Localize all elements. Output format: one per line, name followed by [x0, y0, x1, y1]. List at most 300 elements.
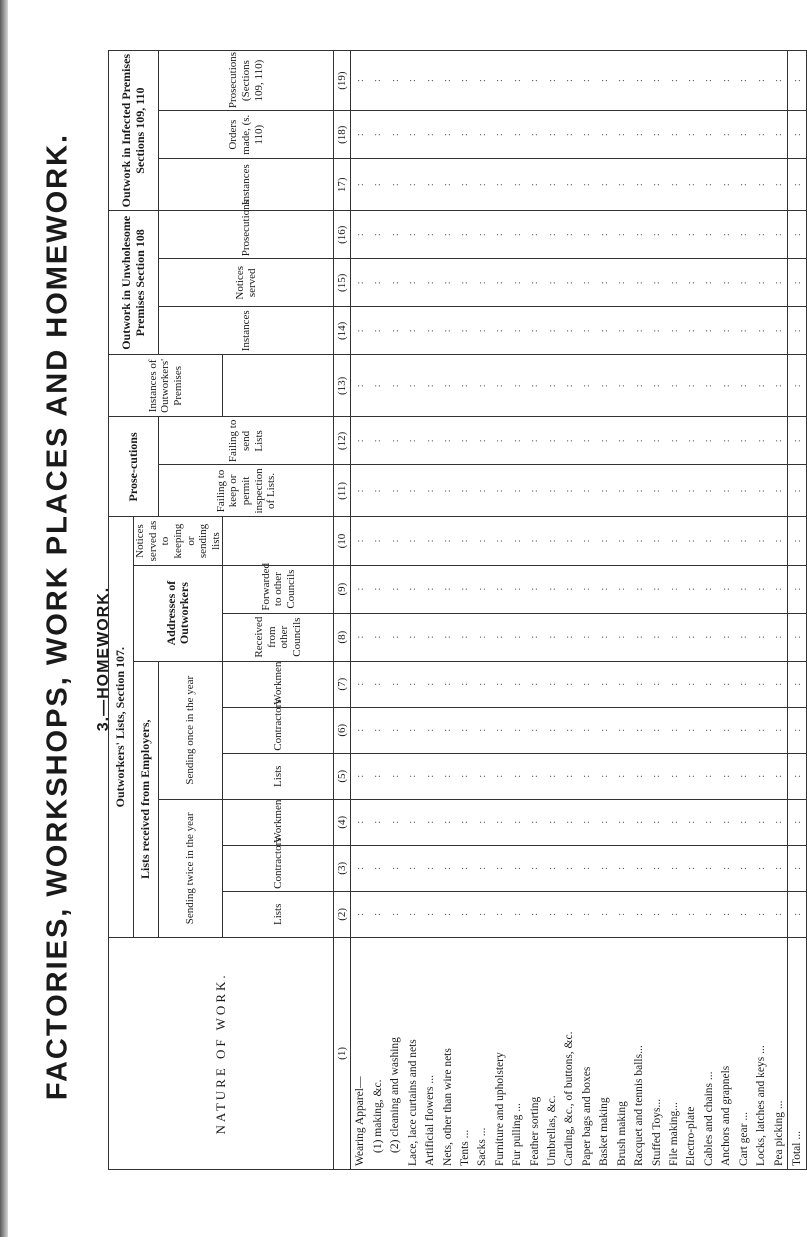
empty-cell-dots: :: [752, 661, 769, 707]
empty-cell-dots: :: [683, 891, 700, 937]
empty-cell-dots: :: [648, 51, 665, 111]
empty-cell-dots: :: [474, 465, 491, 517]
empty-cell-dots: :: [700, 613, 717, 661]
empty-cell-dots: :: [578, 259, 595, 307]
empty-cell-dots: :: [665, 799, 682, 845]
empty-cell-dots: :: [543, 159, 560, 211]
empty-cell-dots: :: [578, 845, 595, 891]
empty-cell-dots: :: [770, 753, 788, 799]
empty-cell-dots: :: [648, 661, 665, 707]
empty-cell-dots: :: [700, 661, 717, 707]
empty-cell-dots: :: [404, 613, 421, 661]
empty-cell-dots: :: [630, 707, 647, 753]
empty-cell-dots: :: [439, 259, 456, 307]
empty-cell-dots: :: [578, 565, 595, 613]
empty-cell-dots: :: [509, 891, 526, 937]
empty-cell-dots: :: [439, 661, 456, 707]
empty-cell-dots: :: [421, 707, 438, 753]
empty-cell-dots: :: [613, 799, 630, 845]
empty-cell-dots: :: [578, 517, 595, 565]
col8-header: Received from other Councils: [223, 613, 334, 661]
empty-cell-dots: :: [526, 159, 543, 211]
empty-cell-dots: :: [351, 465, 369, 517]
empty-cell-dots: :: [665, 517, 682, 565]
empty-cell-dots: :: [404, 891, 421, 937]
empty-cell-dots: :: [683, 159, 700, 211]
empty-cell-dots: :: [770, 307, 788, 355]
empty-cell-dots: :: [561, 799, 578, 845]
empty-cell-dots: :: [474, 613, 491, 661]
empty-cell-dots: :: [578, 799, 595, 845]
empty-cell-dots: :: [718, 111, 735, 159]
table-row: [700, 51, 717, 1170]
empty-cell-dots: :: [543, 753, 560, 799]
empty-cell-dots: :: [351, 211, 369, 259]
empty-cell-dots: :: [683, 845, 700, 891]
empty-cell-dots: :: [596, 307, 613, 355]
empty-cell-dots: :: [788, 661, 807, 707]
empty-cell-dots: :: [491, 355, 508, 417]
empty-cell-dots: :: [630, 799, 647, 845]
empty-cell-dots: :: [351, 517, 369, 565]
empty-cell-dots: :: [404, 465, 421, 517]
empty-cell-dots: :: [613, 259, 630, 307]
empty-cell-dots: :: [369, 517, 386, 565]
empty-cell-dots: :: [683, 753, 700, 799]
col5-header: Lists: [223, 753, 334, 799]
row-label: Cart gear ...: [735, 937, 752, 1169]
empty-cell-dots: :: [700, 111, 717, 159]
sending-twice-header: Sending twice in the year: [159, 799, 223, 937]
empty-cell-dots: :: [509, 259, 526, 307]
col17-header: Instances: [159, 159, 334, 211]
empty-cell-dots: :: [526, 355, 543, 417]
col2-header: Lists: [223, 891, 334, 937]
col16-header: Prosecutions: [159, 211, 334, 259]
empty-cell-dots: :: [630, 355, 647, 417]
empty-cell-dots: :: [665, 417, 682, 465]
empty-cell-dots: :: [561, 259, 578, 307]
empty-cell-dots: :: [735, 845, 752, 891]
empty-cell-dots: :: [735, 707, 752, 753]
row-label: Artificial flowers ...: [421, 937, 438, 1169]
table-row: [439, 51, 456, 1170]
empty-cell-dots: :: [700, 51, 717, 111]
empty-cell-dots: :: [770, 799, 788, 845]
col-num: (16): [334, 211, 351, 259]
empty-cell-dots: :: [718, 707, 735, 753]
row-label: Carding, &c., of buttons, &c.: [561, 937, 578, 1169]
empty-cell-dots: :: [543, 799, 560, 845]
empty-cell-dots: :: [421, 465, 438, 517]
empty-cell-dots: :: [578, 613, 595, 661]
table-row: [578, 51, 595, 1170]
empty-cell-dots: :: [474, 259, 491, 307]
row-label: File making...: [665, 937, 682, 1169]
empty-cell-dots: :: [509, 159, 526, 211]
empty-cell-dots: :: [648, 259, 665, 307]
empty-cell-dots: :: [770, 211, 788, 259]
empty-cell-dots: :: [561, 355, 578, 417]
empty-cell-dots: :: [718, 355, 735, 417]
empty-cell-dots: :: [491, 465, 508, 517]
empty-cell-dots: :: [648, 845, 665, 891]
empty-cell-dots: :: [752, 111, 769, 159]
empty-cell-dots: :: [561, 661, 578, 707]
empty-cell-dots: :: [683, 707, 700, 753]
empty-cell-dots: :: [665, 565, 682, 613]
table-row: [665, 51, 682, 1170]
empty-cell-dots: :: [788, 259, 807, 307]
empty-cell-dots: :: [665, 355, 682, 417]
empty-cell-dots: :: [752, 891, 769, 937]
nature-of-work-header: NATURE OF WORK.: [109, 937, 334, 1169]
empty-cell-dots: :: [509, 845, 526, 891]
empty-cell-dots: :: [683, 613, 700, 661]
row-label: (1) making, &c.: [369, 937, 386, 1169]
empty-cell-dots: :: [648, 799, 665, 845]
empty-cell-dots: :: [439, 565, 456, 613]
empty-cell-dots: :: [439, 307, 456, 355]
col-num: (19): [334, 51, 351, 111]
empty-cell-dots: :: [752, 159, 769, 211]
empty-cell-dots: :: [561, 465, 578, 517]
empty-cell-dots: :: [752, 845, 769, 891]
outworkers-lists-header: Outworkers' Lists, Section 107.: [109, 517, 134, 937]
empty-cell-dots: :: [578, 661, 595, 707]
column-number-row: [334, 51, 351, 1170]
empty-cell-dots: :: [526, 211, 543, 259]
empty-cell-dots: :: [509, 51, 526, 111]
empty-cell-dots: :: [665, 707, 682, 753]
empty-cell-dots: :: [491, 799, 508, 845]
col-num: (3): [334, 845, 351, 891]
row-label: Furniture and upholstery: [491, 937, 508, 1169]
table-row: [421, 51, 438, 1170]
empty-cell-dots: :: [474, 355, 491, 417]
empty-cell-dots: :: [543, 565, 560, 613]
empty-cell-dots: :: [526, 799, 543, 845]
empty-cell-dots: :: [683, 307, 700, 355]
table-row: [735, 51, 752, 1170]
empty-cell-dots: :: [456, 891, 473, 937]
empty-cell-dots: :: [491, 211, 508, 259]
empty-cell-dots: :: [421, 307, 438, 355]
empty-cell-dots: :: [351, 891, 369, 937]
empty-cell-dots: :: [630, 259, 647, 307]
empty-cell-dots: :: [752, 51, 769, 111]
empty-cell-dots: :: [770, 259, 788, 307]
empty-cell-dots: :: [439, 211, 456, 259]
empty-cell-dots: :: [596, 613, 613, 661]
empty-cell-dots: :: [735, 259, 752, 307]
empty-cell-dots: :: [491, 417, 508, 465]
empty-cell-dots: :: [387, 51, 404, 111]
empty-cell-dots: :: [387, 845, 404, 891]
empty-cell-dots: :: [509, 707, 526, 753]
empty-cell-dots: :: [735, 613, 752, 661]
empty-cell-dots: :: [735, 111, 752, 159]
empty-cell-dots: :: [752, 259, 769, 307]
empty-cell-dots: :: [770, 159, 788, 211]
running-head: [18, 0, 112, 1237]
row-label: Racquet and tennis balls...: [630, 937, 647, 1169]
empty-cell-dots: :: [770, 661, 788, 707]
empty-cell-dots: :: [752, 517, 769, 565]
empty-cell-dots: :: [439, 613, 456, 661]
empty-cell-dots: :: [735, 307, 752, 355]
empty-cell-dots: :: [596, 159, 613, 211]
empty-cell-dots: :: [526, 517, 543, 565]
empty-cell-dots: :: [596, 707, 613, 753]
col11-header: Failing to keep or permit inspection of Lists.: [159, 465, 334, 517]
empty-cell-dots: :: [770, 355, 788, 417]
empty-cell-dots: :: [665, 891, 682, 937]
table-body: [351, 51, 807, 1170]
empty-cell-dots: :: [718, 211, 735, 259]
empty-cell-dots: :: [578, 355, 595, 417]
empty-cell-dots: :: [351, 307, 369, 355]
empty-cell-dots: :: [700, 211, 717, 259]
col-num: (18): [334, 111, 351, 159]
table-row: [770, 51, 788, 1170]
empty-cell-dots: :: [578, 465, 595, 517]
empty-cell-dots: :: [752, 465, 769, 517]
empty-cell-dots: :: [404, 211, 421, 259]
empty-cell-dots: :: [788, 51, 807, 111]
row-label: Fur pulling ...: [509, 937, 526, 1169]
empty-cell-dots: :: [683, 799, 700, 845]
col4-header: Workmen: [223, 799, 334, 845]
empty-cell-dots: :: [561, 517, 578, 565]
empty-cell-dots: :: [387, 307, 404, 355]
empty-cell-dots: :: [474, 845, 491, 891]
empty-cell-dots: :: [404, 707, 421, 753]
empty-cell-dots: :: [788, 799, 807, 845]
row-label: Umbrellas, &c.: [543, 937, 560, 1169]
empty-cell-dots: :: [369, 51, 386, 111]
empty-cell-dots: :: [596, 753, 613, 799]
empty-cell-dots: :: [613, 417, 630, 465]
row-label: Locks, latches and keys ...: [752, 937, 769, 1169]
empty-cell-dots: :: [613, 159, 630, 211]
empty-cell-dots: :: [351, 799, 369, 845]
empty-cell-dots: :: [526, 891, 543, 937]
empty-cell-dots: :: [700, 259, 717, 307]
empty-cell-dots: :: [561, 211, 578, 259]
empty-cell-dots: :: [543, 517, 560, 565]
empty-cell-dots: :: [421, 661, 438, 707]
empty-cell-dots: :: [735, 661, 752, 707]
empty-cell-dots: :: [351, 159, 369, 211]
empty-cell-dots: :: [404, 51, 421, 111]
empty-cell-dots: :: [456, 753, 473, 799]
empty-cell-dots: :: [718, 517, 735, 565]
empty-cell-dots: :: [456, 111, 473, 159]
empty-cell-dots: :: [369, 891, 386, 937]
empty-cell-dots: :: [369, 753, 386, 799]
empty-cell-dots: :: [665, 465, 682, 517]
col-num: (12): [334, 417, 351, 465]
table-row: [613, 51, 630, 1170]
col-num: (7): [334, 661, 351, 707]
empty-cell-dots: :: [369, 661, 386, 707]
empty-cell-dots: :: [561, 51, 578, 111]
empty-cell-dots: :: [456, 307, 473, 355]
empty-cell-dots: :: [456, 211, 473, 259]
col13-header: Instances of Outworkers' Premises: [109, 355, 223, 417]
empty-cell-dots: :: [735, 799, 752, 845]
empty-cell-dots: :: [369, 417, 386, 465]
empty-cell-dots: :: [788, 111, 807, 159]
empty-cell-dots: :: [421, 565, 438, 613]
empty-cell-dots: :: [421, 259, 438, 307]
empty-cell-dots: :: [509, 417, 526, 465]
unwholesome-premises-header: Outwork in Unwholesome Premises Section 108: [109, 211, 159, 355]
row-label: Wearing Apparel—: [351, 937, 369, 1169]
empty-cell-dots: :: [665, 211, 682, 259]
row-label: Feather sorting: [526, 937, 543, 1169]
empty-cell-dots: :: [439, 111, 456, 159]
col10-header: Notices served as to keeping or sending lists: [134, 517, 223, 565]
empty-cell-dots: :: [735, 159, 752, 211]
empty-cell-dots: :: [526, 259, 543, 307]
empty-cell-dots: :: [439, 51, 456, 111]
empty-cell-dots: :: [456, 517, 473, 565]
empty-cell-dots: :: [439, 465, 456, 517]
empty-cell-dots: :: [613, 465, 630, 517]
empty-cell-dots: :: [369, 845, 386, 891]
empty-cell-dots: :: [596, 465, 613, 517]
empty-cell-dots: :: [665, 661, 682, 707]
col7-header: Workmen: [223, 661, 334, 707]
empty-cell-dots: :: [404, 661, 421, 707]
empty-cell-dots: :: [491, 565, 508, 613]
empty-cell-dots: :: [718, 891, 735, 937]
empty-cell-dots: :: [456, 159, 473, 211]
empty-cell-dots: :: [718, 51, 735, 111]
empty-cell-dots: :: [596, 799, 613, 845]
empty-cell-dots: :: [404, 565, 421, 613]
empty-cell-dots: :: [456, 799, 473, 845]
empty-cell-dots: :: [578, 707, 595, 753]
empty-cell-dots: :: [700, 707, 717, 753]
empty-cell-dots: :: [752, 307, 769, 355]
empty-cell-dots: :: [404, 845, 421, 891]
empty-cell-dots: :: [439, 753, 456, 799]
empty-cell-dots: :: [700, 307, 717, 355]
empty-cell-dots: :: [613, 111, 630, 159]
empty-cell-dots: :: [456, 613, 473, 661]
empty-cell-dots: :: [543, 417, 560, 465]
empty-cell-dots: :: [700, 517, 717, 565]
empty-cell-dots: :: [387, 111, 404, 159]
col9-header: Forwarded to other Councils: [223, 565, 334, 613]
empty-cell-dots: :: [788, 707, 807, 753]
empty-cell-dots: :: [387, 259, 404, 307]
empty-cell-dots: :: [578, 51, 595, 111]
empty-cell-dots: :: [474, 111, 491, 159]
empty-cell-dots: :: [630, 517, 647, 565]
row-label: Brush making: [613, 937, 630, 1169]
row-label: Paper bags and boxes: [578, 937, 595, 1169]
empty-cell-dots: :: [788, 417, 807, 465]
empty-cell-dots: :: [421, 417, 438, 465]
empty-cell-dots: :: [630, 417, 647, 465]
empty-cell-dots: :: [561, 891, 578, 937]
infected-premises-header: Outwork in Infected Premises Sections 109, 110: [109, 51, 159, 211]
empty-cell-dots: :: [509, 111, 526, 159]
empty-cell-dots: :: [630, 211, 647, 259]
lists-from-employers-header: Lists received from Employers,: [134, 661, 159, 937]
empty-cell-dots: :: [770, 517, 788, 565]
empty-cell-dots: :: [718, 259, 735, 307]
empty-cell-dots: :: [387, 613, 404, 661]
empty-cell-dots: :: [770, 845, 788, 891]
empty-cell-dots: :: [700, 845, 717, 891]
running-head-title: FACTORIES, WORKSHOPS, WORK PLACES AND HOMEWORK.: [41, 132, 74, 1101]
empty-cell-dots: :: [613, 753, 630, 799]
empty-cell-dots: :: [543, 355, 560, 417]
empty-cell-dots: :: [456, 845, 473, 891]
empty-cell-dots: :: [509, 211, 526, 259]
empty-cell-dots: :: [474, 753, 491, 799]
empty-cell-dots: :: [421, 753, 438, 799]
table-row: [543, 51, 560, 1170]
row-label: Stuffed Toys...: [648, 937, 665, 1169]
empty-cell-dots: :: [387, 565, 404, 613]
table-row: [630, 51, 647, 1170]
empty-cell-dots: :: [735, 465, 752, 517]
row-label: Cables and chains ...: [700, 937, 717, 1169]
empty-cell-dots: :: [648, 753, 665, 799]
empty-cell-dots: :: [561, 707, 578, 753]
empty-cell-dots: :: [648, 891, 665, 937]
empty-cell-dots: :: [351, 845, 369, 891]
col-num: (8): [334, 613, 351, 661]
empty-cell-dots: :: [683, 111, 700, 159]
empty-cell-dots: :: [700, 799, 717, 845]
empty-cell-dots: :: [648, 417, 665, 465]
empty-cell-dots: :: [474, 211, 491, 259]
empty-cell-dots: :: [735, 355, 752, 417]
empty-cell-dots: :: [439, 799, 456, 845]
empty-cell-dots: :: [351, 417, 369, 465]
empty-cell-dots: :: [387, 417, 404, 465]
empty-cell-dots: :: [369, 259, 386, 307]
empty-cell-dots: :: [526, 565, 543, 613]
empty-cell-dots: :: [648, 517, 665, 565]
empty-cell-dots: :: [735, 417, 752, 465]
empty-cell-dots: :: [404, 753, 421, 799]
row-label: Electro-plate: [683, 937, 700, 1169]
empty-cell-dots: :: [561, 159, 578, 211]
empty-cell-dots: :: [456, 355, 473, 417]
empty-cell-dots: :: [474, 159, 491, 211]
empty-cell-dots: :: [561, 111, 578, 159]
empty-cell-dots: :: [509, 613, 526, 661]
empty-cell-dots: :: [456, 565, 473, 613]
table-row: [387, 51, 404, 1170]
col-num: (1): [334, 937, 351, 1169]
empty-cell-dots: :: [404, 259, 421, 307]
empty-cell-dots: :: [648, 159, 665, 211]
col-num: (11): [334, 465, 351, 517]
empty-cell-dots: :: [439, 159, 456, 211]
row-label: Sacks ...: [474, 937, 491, 1169]
row-label: Anchors and grapnels: [718, 937, 735, 1169]
empty-cell-dots: :: [543, 891, 560, 937]
